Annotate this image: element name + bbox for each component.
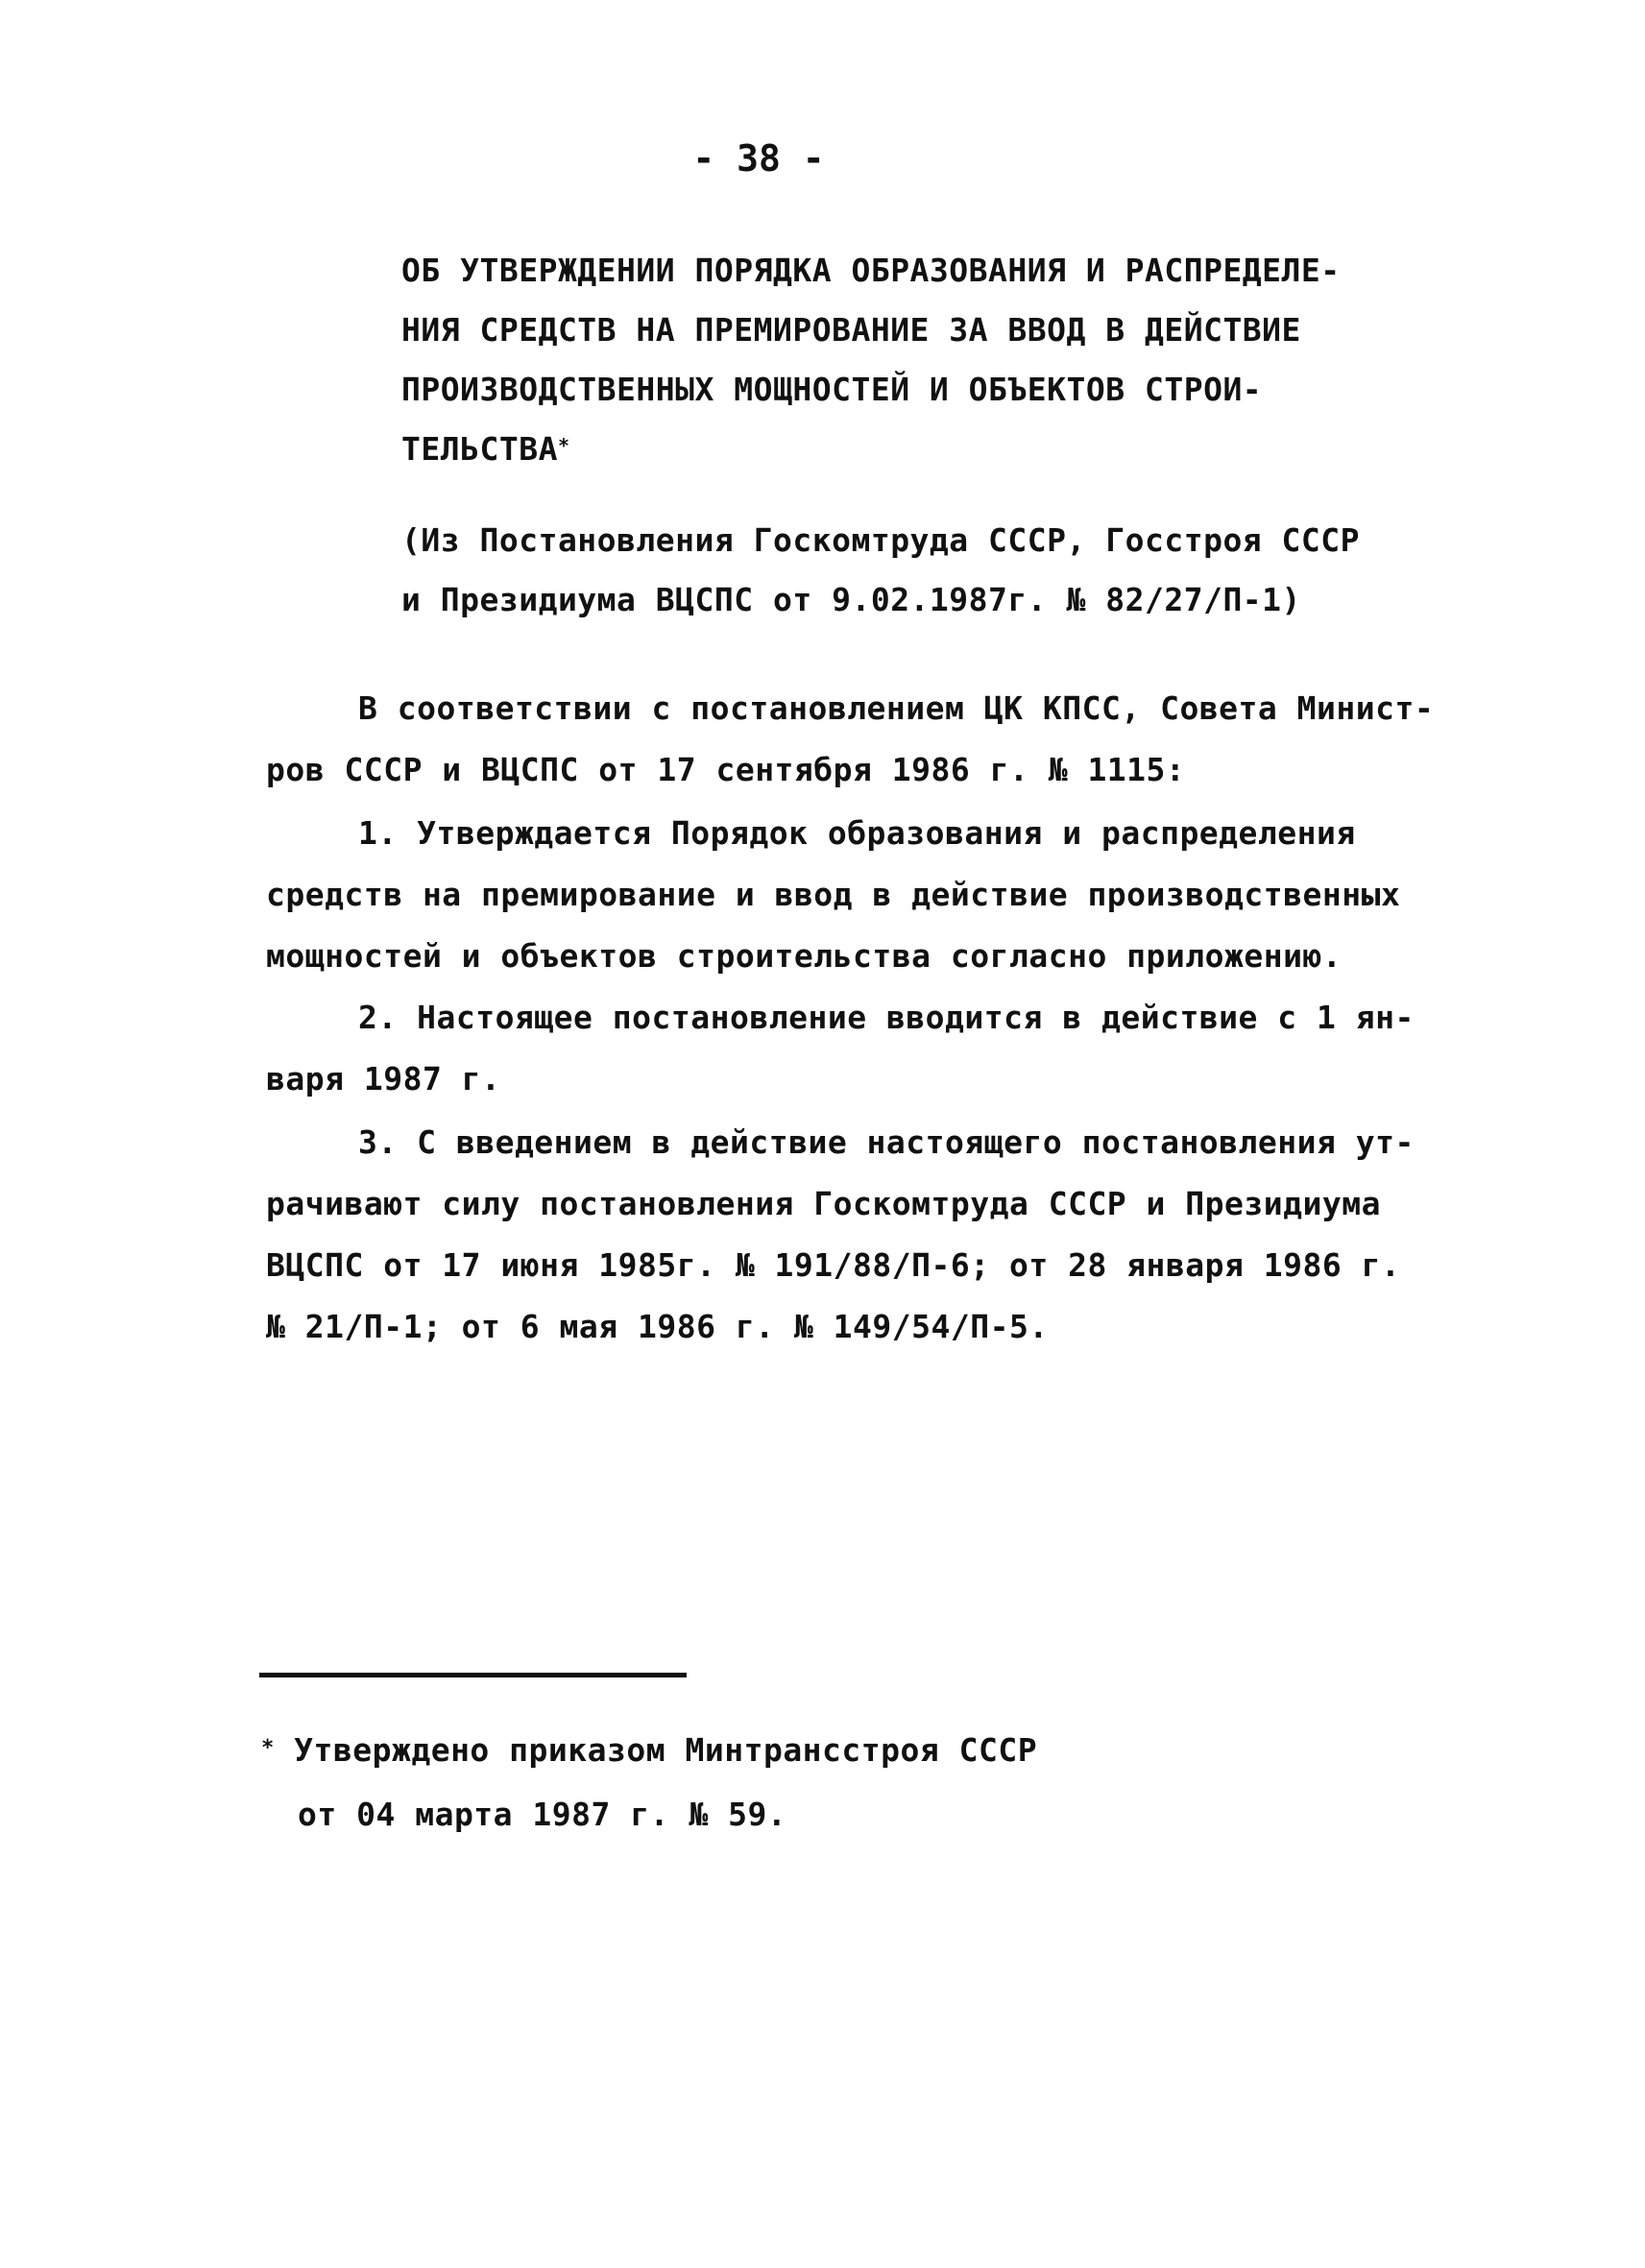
footnote-line-first (261, 1731, 1037, 1770)
footnote-line: от 04 марта 1987 г. № 59. (298, 1796, 787, 1833)
title-line: НИЯ СРЕДСТВ НА ПРЕМИРОВАНИЕ ЗА ВВОД В ДЕЙСТВИЕ (401, 311, 1301, 349)
footnote-reference-mark: * (557, 434, 570, 457)
footnote-text: Утверждено приказом Минтрансстроя СССР (294, 1731, 1038, 1769)
item-3-line: № 21/П-1; от 6 мая 1986 г. № 149/54/П-5. (266, 1308, 1049, 1345)
title-line-text: ТЕЛЬСТВА (401, 430, 558, 468)
title-line: ПРОИЗВОДСТВЕННЫХ МОЩНОСТЕЙ И ОБЪЕКТОВ СТРОИ- (401, 371, 1263, 408)
page-number: - 38 - (692, 137, 825, 180)
source-line: (Из Постановления Госкомтруда СССР, Госстроя СССР (401, 521, 1361, 559)
preamble-line: В соответствии с постановлением ЦК КПСС, Совета Минист- (358, 689, 1435, 727)
title-line: ОБ УТВЕРЖДЕНИИ ПОРЯДКА ОБРАЗОВАНИЯ И РАСПРЕДЕЛЕ- (401, 252, 1341, 289)
source-line: и Президиума ВЦСПС от 9.02.1987г. № 82/27/П-1) (401, 581, 1301, 618)
title-line-last (401, 430, 570, 469)
item-2-line: варя 1987 г. (266, 1060, 501, 1098)
item-2-line: 2. Настоящее постановление вводится в действие с 1 ян- (358, 999, 1415, 1036)
item-1-line: 1. Утверждается Порядок образования и распределения (358, 814, 1356, 852)
item-1-line: средств на премирование и ввод в действие производственных (266, 876, 1401, 913)
footnote-mark: * (261, 1736, 275, 1760)
item-3-line: ВЦСПС от 17 июня 1985г. № 191/88/П-6; от 28 января 1986 г. (266, 1246, 1401, 1284)
preamble-line: ров СССР и ВЦСПС от 17 сентября 1986 г. № 1115: (266, 751, 1186, 788)
footnote-divider (259, 1673, 687, 1677)
item-1-line: мощностей и объектов строительства согласно приложению. (266, 937, 1343, 975)
item-3-line: 3. С введением в действие настоящего постановления ут- (358, 1123, 1415, 1161)
item-3-line: рачивают силу постановления Госкомтруда СССР и Президиума (266, 1185, 1381, 1222)
